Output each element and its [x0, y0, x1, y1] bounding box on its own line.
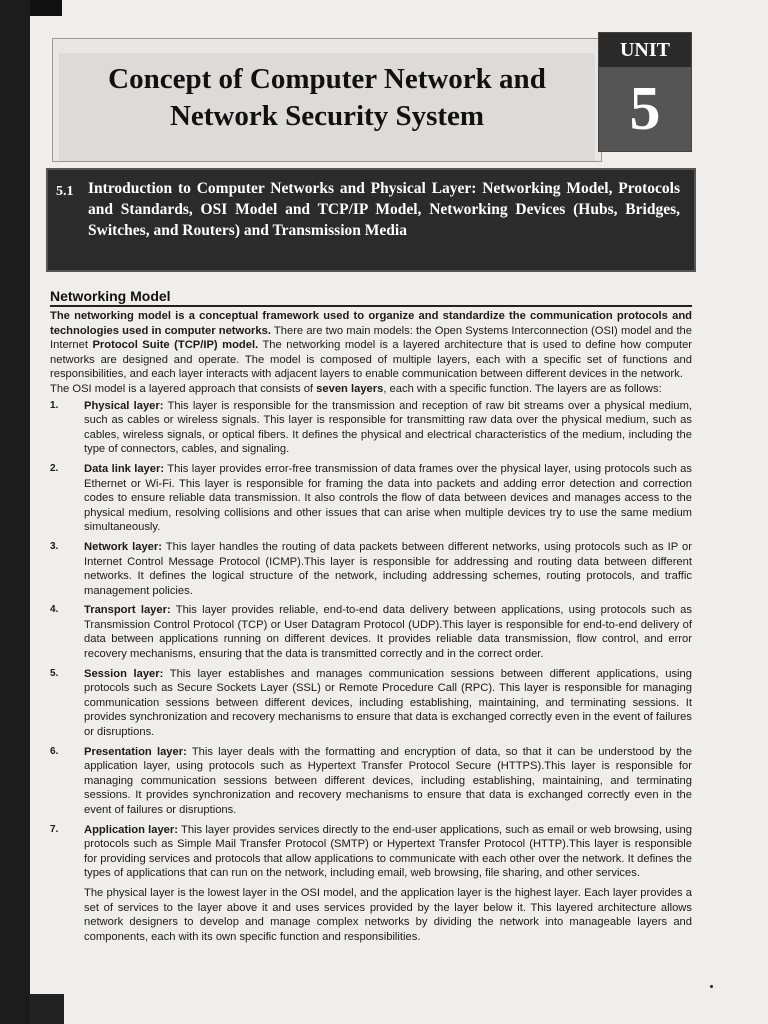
heading-rule — [50, 305, 692, 307]
closing-paragraph: The physical layer is the lowest layer in the OSI model, and the application layer is the highest layer. Each layer provides a set of services to the layer above it and uses services provided by the layer below it. This layered architecture allows network designers to develop and manage complex networks by dividing the network into manageable layers and components, each with its own specific function and responsibilities. — [84, 886, 692, 943]
list-item: 1. Physical layer: This layer is responsible for the transmission and reception of raw bit streams over a physical medium, such as cables or wireless signals. This layer is responsible for transmitting raw data over the physical medium, such as cables, wireless signals, or optical fibers. It defines the physical and electrical characteristics of the medium, including the type of connectors, cables, and signaling. — [50, 399, 692, 456]
list-item: 5. Session layer: This layer establishes and manages communication sessions between different applications, using protocols such as Secure Sockets Layer (SSL) or Remote Procedure Call (RPC). This layer is responsible for managing communication sessions between different devices, including establishing, maintaining, and terminating sessions. It provides synchronization and recovery mechanisms to ensure that data is exchanged correctly even in the event of failures or disruptions. — [50, 667, 692, 739]
unit-label: UNIT — [599, 33, 691, 67]
list-item: 6. Presentation layer: This layer deals with the formatting and encryption of data, so that it can be understood by the application layer, using protocols such as Hypertext Transfer Protocol Secure (HTTPS).This layer is responsible for managing communication sessions between different devices, including establishing, maintaining, and terminating sessions. It provides synchronization and recovery mechanisms to ensure that data is exchanged correctly even in the event of failures or disruptions. — [50, 745, 692, 816]
section-number: 5.1 — [56, 184, 74, 199]
section-heading: Networking Model — [50, 288, 171, 304]
unit-badge — [598, 32, 692, 152]
osi-paragraph: The OSI model is a layered approach that consists of seven layers, each with a specific function. The layers are as follows: — [50, 382, 662, 395]
list-item: 4. Transport layer: This layer provides reliable, end-to-end data delivery between applications, using protocols such as Transmission Control Protocol (TCP) or User Datagram Protocol (UDP).This layer is responsible for end-to-end delivery of data between applications running on different devices. It provides reliable data transmission, flow control, and error recovery mechanisms, ensuring that the data is transmitted correctly and in the correct order. — [50, 604, 692, 661]
speck — [710, 985, 713, 988]
list-item: 7. Application layer: This layer provides services directly to the end-user applications, such as email or web browsing, using protocols such as Simple Mail Transfer Protocol (SMTP) or Hypertext Transfer Protocol (HTTP).This layer is responsible for providing services and protocols that allow applications to communicate with each other over the network. It defines the types of applications that can run on the network, including email, web browsing, file sharing, and other services. — [50, 823, 692, 880]
list-item: 3. Network layer: This layer handles the routing of data packets between different networks, using protocols such as IP or Internet Control Message Protocol (ICMP).This layer is responsible for addressing and routing data between different networks. It defines the logical structure of the network, including addressing schemes, routing protocols, and traffic management policies. — [50, 540, 692, 597]
book-page — [30, 0, 768, 1024]
list-item: 2. Data link layer: This layer provides error-free transmission of data frames over the physical layer, using protocols such as Ethernet or Wi-Fi. This layer is responsible for framing the data into packets and adding error detection and correction codes to ensure reliable data transmission. It also controls the flow of data between devices and manages access to the physical medium, resolving collisions and other issues that can arise when multiple devices try to use the same medium simultaneously. — [50, 462, 692, 534]
section-banner — [46, 168, 696, 272]
chapter-title: Concept of Computer Network and Network Security System — [108, 63, 546, 132]
layer-list — [50, 399, 692, 881]
unit-number: 5 — [629, 75, 661, 143]
body-text — [50, 309, 692, 944]
section-title: Introduction to Computer Networks and Physical Layer: Networking Model, Protocols and Standards, OSI Model and TCP/IP Model, Networking Devices (Hubs, Bridges, Switches, and Routers) and Transmission Media — [88, 180, 680, 239]
intro-paragraph: The networking model is a conceptual framework used to organize and standardize the communication protocols and technologies used in computer networks. There are two main models: the Open Systems Interconnection (OSI) model and the Internet Protocol Suite (TCP/IP) model. The networking model is a layered architecture that is used to define how computer networks are designed and operate. The model is composed of multiple layers, each with a specific set of functions and responsibilities, and each layer interacts with adjacent layers to enable communication between different devices in the network. — [50, 310, 693, 381]
page-shadow — [30, 994, 64, 1024]
chapter-title-box — [52, 38, 602, 162]
page-shadow — [30, 0, 62, 16]
